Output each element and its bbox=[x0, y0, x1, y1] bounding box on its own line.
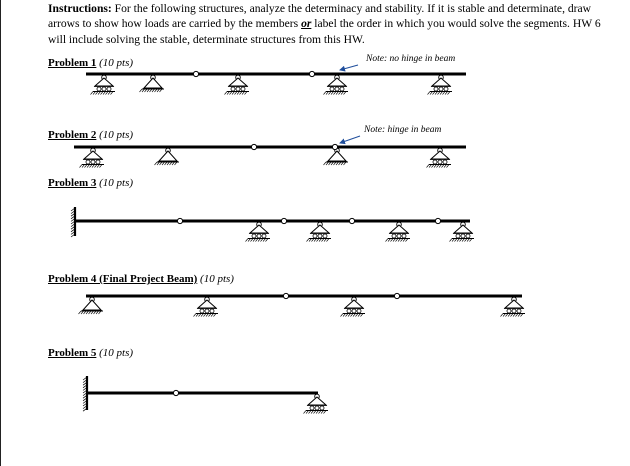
p1-note-arrow bbox=[340, 65, 358, 70]
p3-hinge-4 bbox=[435, 218, 440, 223]
p4-support-4-roller bbox=[501, 297, 526, 316]
p1-hinge-1 bbox=[193, 71, 198, 76]
p2-support-1-roller bbox=[80, 148, 105, 167]
instructions-text-a: For the following structures, analyze the determinacy and stability. If it is stable and determinate, draw arrows to show how loads are carried by the members bbox=[48, 2, 592, 31]
p1-support-3-roller bbox=[225, 75, 250, 94]
p4-support-2-roller bbox=[194, 297, 219, 316]
p4-hinge-1 bbox=[283, 293, 288, 298]
p4-support-1-pin bbox=[79, 297, 104, 314]
p5-hinge-1 bbox=[173, 390, 178, 395]
problem-3-name: Problem 3 bbox=[48, 177, 97, 189]
p5-fixed-wall bbox=[83, 376, 87, 411]
p4-support-3-roller bbox=[341, 297, 366, 316]
p2-hinge-1 bbox=[251, 144, 256, 149]
p1-support-5-roller bbox=[428, 75, 453, 94]
problem-2-points: (10 pts) bbox=[96, 129, 134, 141]
p3-support-2-roller bbox=[307, 222, 332, 241]
problem-3-points: (10 pts) bbox=[96, 177, 134, 189]
p5-support-1-roller bbox=[304, 394, 329, 413]
p3-hinge-2 bbox=[281, 218, 286, 223]
note-hinge: Note: hinge in beam bbox=[364, 125, 442, 135]
p1-support-4-roller bbox=[324, 75, 349, 94]
p1-support-1-roller bbox=[91, 75, 116, 94]
arrows-layer bbox=[340, 65, 360, 143]
p3-support-4-roller bbox=[450, 222, 475, 241]
note-no-hinge: Note: no hinge in beam bbox=[366, 54, 456, 64]
p3-hinge-3 bbox=[349, 218, 354, 223]
p3-support-3-roller bbox=[386, 222, 411, 241]
p4-hinge-2 bbox=[394, 293, 399, 298]
problem-5-name: Problem 5 bbox=[48, 347, 97, 359]
p2-support-4-roller bbox=[427, 148, 452, 167]
supports-layer bbox=[71, 75, 525, 413]
p2-support-3-pin bbox=[324, 148, 349, 165]
p2-support-2-pin bbox=[155, 148, 180, 165]
problem-4-name: Problem 4 (Final Project Beam) bbox=[48, 273, 198, 285]
instructions-emphasis: or bbox=[301, 17, 312, 31]
problem-1-name: Problem 1 bbox=[48, 57, 97, 69]
problem-4-points: (10 pts) bbox=[197, 273, 234, 285]
p1-hinge-2 bbox=[309, 71, 314, 76]
p2-hinge-2 bbox=[332, 144, 337, 149]
instructions-lead: Instructions: bbox=[48, 2, 112, 15]
instructions-text-b: label the order in which you would solve the segments. HW 6 will include solving the stable, determinate structures from this HW. bbox=[48, 17, 601, 46]
p3-support-1-roller bbox=[246, 222, 271, 241]
p2-note-arrow bbox=[340, 136, 360, 143]
problem-2-name: Problem 2 bbox=[48, 129, 97, 141]
p3-fixed-wall bbox=[71, 207, 75, 237]
p3-hinge-1 bbox=[177, 218, 182, 223]
p1-support-2-pin bbox=[140, 75, 165, 92]
problem-1-points: (10 pts) bbox=[96, 57, 134, 69]
problem-5-points: (10 pts) bbox=[96, 347, 134, 359]
